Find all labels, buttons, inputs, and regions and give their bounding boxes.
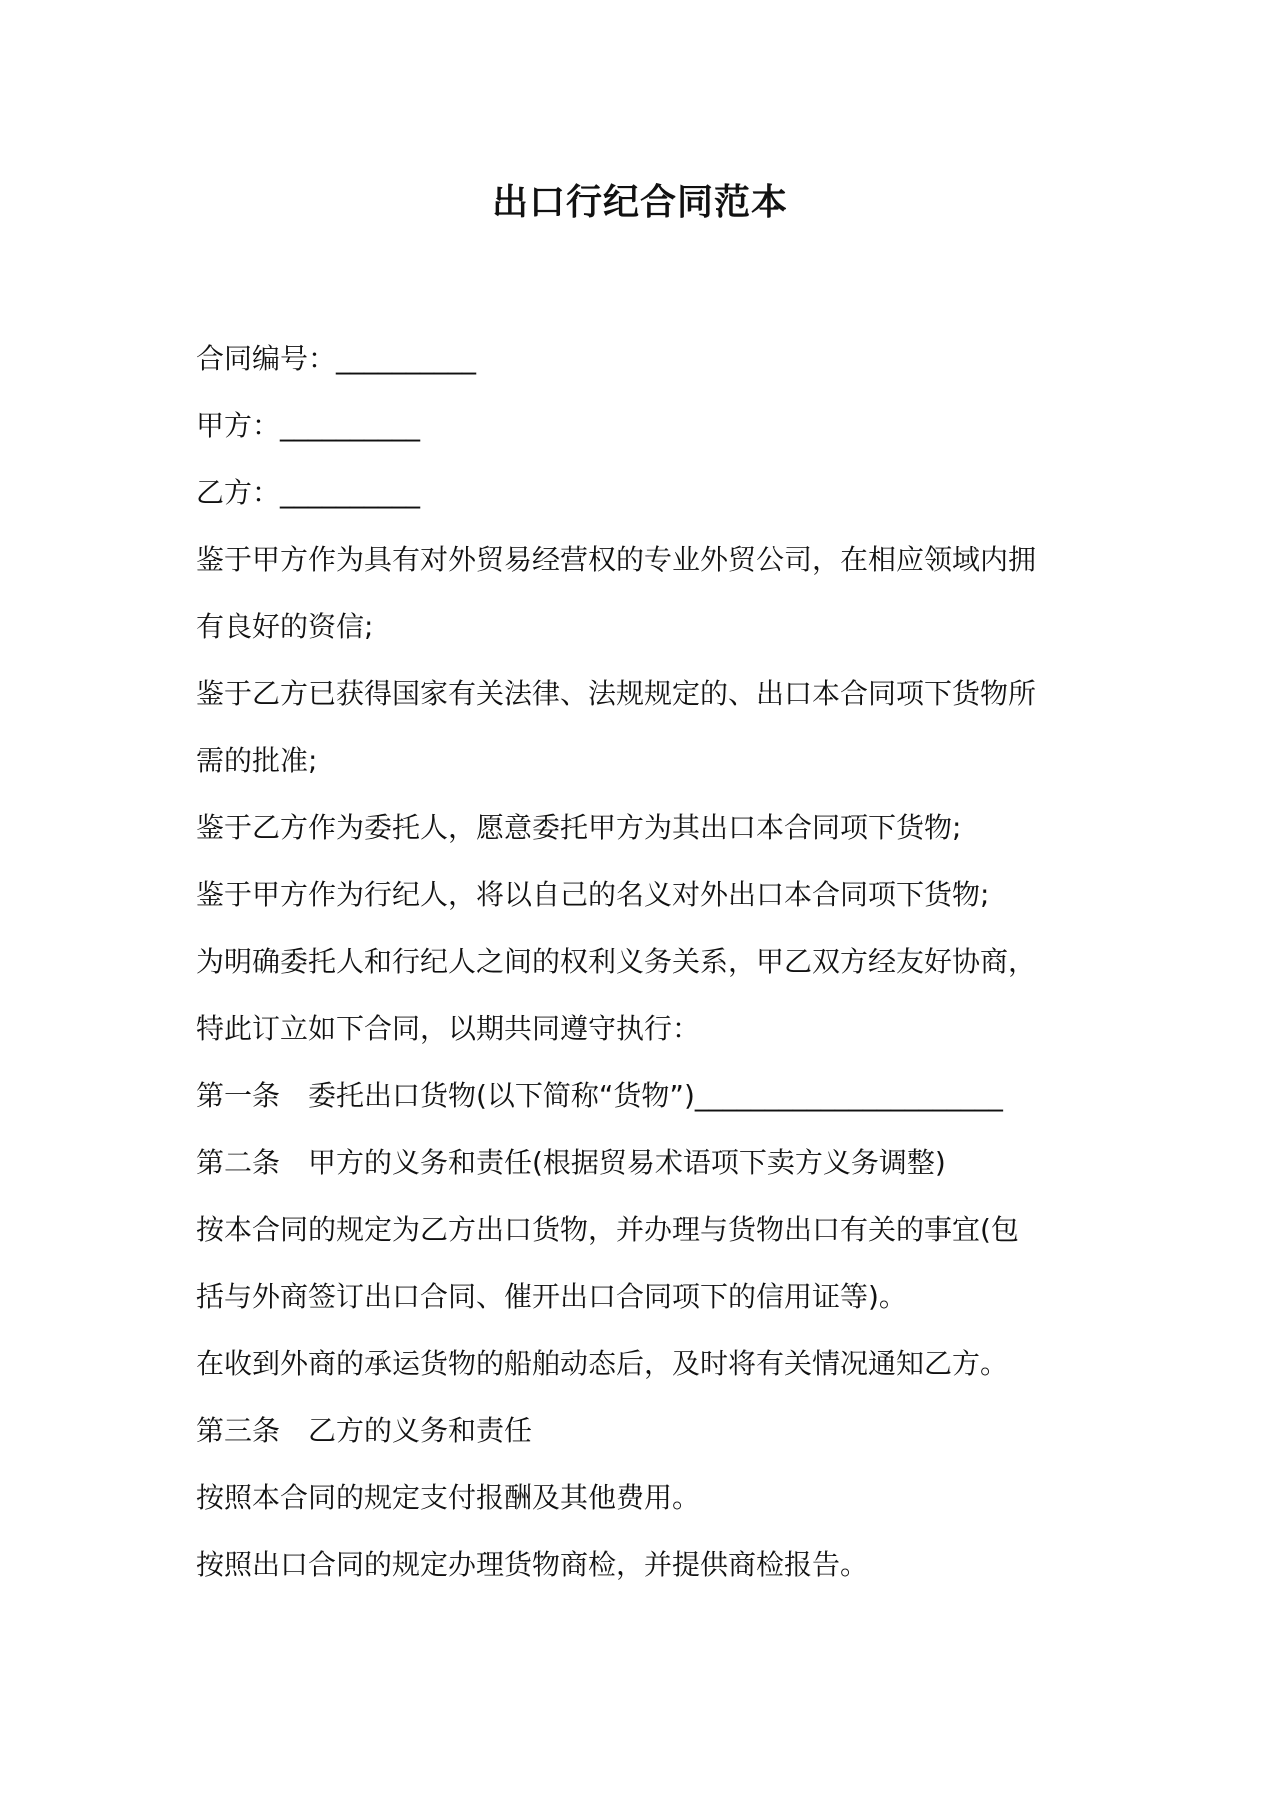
party-b-line: 乙方：__________ [196, 476, 421, 509]
body-line: 按照本合同的规定支付报酬及其他费用。 [196, 1481, 701, 1514]
article-2-heading: 第二条 甲方的义务和责任(根据贸易术语项下卖方义务调整) [196, 1146, 946, 1179]
body-line: 需的批准; [196, 744, 318, 777]
document-body [196, 334, 1096, 1607]
body-line: 按照出口合同的规定办理货物商检，并提供商检报告。 [196, 1548, 869, 1581]
body-line: 鉴于乙方已获得国家有关法律、法规规定的、出口本合同项下货物所 [196, 677, 1037, 710]
body-line: 括与外商签订出口合同、催开出口合同项下的信用证等)。 [196, 1280, 907, 1313]
body-line: 鉴于乙方作为委托人，愿意委托甲方为其出口本合同项下货物; [196, 811, 962, 844]
party-a-line: 甲方：__________ [196, 409, 421, 442]
article-3-heading: 第三条 乙方的义务和责任 [196, 1414, 533, 1447]
body-line: 为明确委托人和行纪人之间的权利义务关系，甲乙双方经友好协商， [196, 945, 1037, 978]
contract-number-line: 合同编号：__________ [196, 342, 477, 375]
document-title: 出口行纪合同范本 [491, 182, 788, 223]
body-line: 按本合同的规定为乙方出口货物，并办理与货物出口有关的事宜(包 [196, 1213, 1019, 1246]
body-line: 特此订立如下合同，以期共同遵守执行： [196, 1012, 701, 1045]
article-1-heading: 第一条 委托出口货物(以下简称“货物”)______________________ [196, 1079, 1003, 1112]
body-line: 在收到外商的承运货物的船舶动态后，及时将有关情况通知乙方。 [196, 1347, 1009, 1380]
body-line: 有良好的资信; [196, 610, 374, 643]
body-line: 鉴于甲方作为具有对外贸易经营权的专业外贸公司，在相应领域内拥 [196, 543, 1037, 576]
body-line: 鉴于甲方作为行纪人，将以自己的名义对外出口本合同项下货物; [196, 878, 990, 911]
